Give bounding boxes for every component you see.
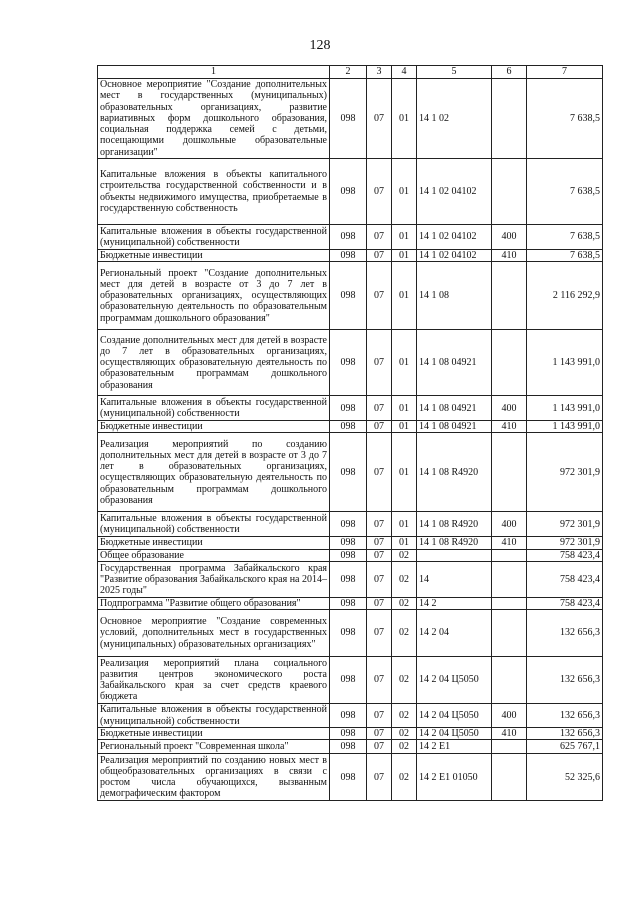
table-row: [98, 537, 603, 549]
row-amount: 7 638,5: [527, 79, 603, 159]
row-amount: 758 423,4: [527, 549, 603, 561]
row-expense-type: [492, 610, 527, 657]
column-header: 6: [492, 66, 527, 79]
row-target-article: 14 1 02: [417, 79, 492, 159]
row-target-article: 14 1 08 R4920: [417, 537, 492, 549]
row-subsection-code: 02: [392, 754, 417, 801]
row-amount: 972 301,9: [527, 433, 603, 512]
row-section-code: 07: [367, 657, 392, 704]
row-expense-type: [492, 159, 527, 225]
row-ministry-code: 098: [330, 704, 367, 728]
row-expense-type: [492, 561, 527, 597]
row-amount: 7 638,5: [527, 225, 603, 250]
row-amount: 132 656,3: [527, 610, 603, 657]
row-expense-type: [492, 597, 527, 609]
row-ministry-code: 098: [330, 262, 367, 330]
row-expense-type: 400: [492, 512, 527, 537]
row-subsection-code: 01: [392, 512, 417, 537]
row-ministry-code: 098: [330, 754, 367, 801]
row-subsection-code: 02: [392, 704, 417, 728]
table-row: [98, 610, 603, 657]
row-subsection-code: 02: [392, 657, 417, 704]
row-subsection-code: 02: [392, 561, 417, 597]
row-section-code: 07: [367, 537, 392, 549]
row-expense-type: 400: [492, 704, 527, 728]
page-number: 128: [309, 38, 331, 53]
table-row: [98, 549, 603, 561]
row-amount: 132 656,3: [527, 657, 603, 704]
row-ministry-code: 098: [330, 79, 367, 159]
row-ministry-code: 098: [330, 421, 367, 433]
row-section-code: 07: [367, 159, 392, 225]
row-description: Основное мероприятие "Создание дополнительных мест в государственных (муниципальных) образовательных организациях, развитие вариативных форм дошкольного образования, социальная поддержка семей с детьми, посещающими дошкольные образовательные организации": [98, 79, 330, 159]
row-expense-type: [492, 754, 527, 801]
row-section-code: 07: [367, 79, 392, 159]
row-target-article: 14 2 04: [417, 610, 492, 657]
row-ministry-code: 098: [330, 225, 367, 250]
row-subsection-code: 01: [392, 433, 417, 512]
row-description: Общее образование: [98, 549, 330, 561]
row-amount: 1 143 991,0: [527, 330, 603, 396]
row-amount: 972 301,9: [527, 537, 603, 549]
row-description: Капитальные вложения в объекты государственной (муниципальной) собственности: [98, 396, 330, 421]
row-amount: 758 423,4: [527, 597, 603, 609]
row-expense-type: 400: [492, 225, 527, 250]
row-ministry-code: 098: [330, 250, 367, 262]
row-section-code: 07: [367, 396, 392, 421]
row-description: Бюджетные инвестиции: [98, 250, 330, 262]
row-section-code: 07: [367, 433, 392, 512]
row-description: Создание дополнительных мест для детей в возрасте до 7 лет в образовательных организациях, осуществляющих образовательную деятельность по образовательным программам дошкольного образования: [98, 330, 330, 396]
table-row: [98, 262, 603, 330]
table-row: [98, 396, 603, 421]
row-ministry-code: 098: [330, 512, 367, 537]
table-header-row: [98, 66, 603, 79]
row-description: Бюджетные инвестиции: [98, 728, 330, 740]
column-header: 1: [98, 66, 330, 79]
table-row: [98, 512, 603, 537]
column-header: 5: [417, 66, 492, 79]
row-subsection-code: 01: [392, 421, 417, 433]
row-description: Капитальные вложения в объекты капитального строительства государственной собственности и в объекты недвижимого имущества, приобретаемые в государственную собственность: [98, 159, 330, 225]
row-amount: 7 638,5: [527, 250, 603, 262]
row-expense-type: 400: [492, 396, 527, 421]
table-row: [98, 597, 603, 609]
row-description: Реализация мероприятий по созданию дополнительных мест для детей в возрасте от 3 до 7 лет в образовательных организациях, осуществляющих образовательную деятельность по образовательным программам дошкольного образования: [98, 433, 330, 512]
row-description: Подпрограмма "Развитие общего образования": [98, 597, 330, 609]
row-description: Государственная программа Забайкальского края "Развитие образования Забайкальского края на 2014–2025 годы": [98, 561, 330, 597]
row-ministry-code: 098: [330, 728, 367, 740]
row-expense-type: [492, 657, 527, 704]
row-ministry-code: 098: [330, 657, 367, 704]
row-ministry-code: 098: [330, 549, 367, 561]
table-row: [98, 433, 603, 512]
row-target-article: 14: [417, 561, 492, 597]
row-target-article: 14 1 08: [417, 262, 492, 330]
row-description: Бюджетные инвестиции: [98, 537, 330, 549]
table-row: [98, 330, 603, 396]
row-subsection-code: 01: [392, 262, 417, 330]
row-section-code: 07: [367, 512, 392, 537]
row-ministry-code: 098: [330, 740, 367, 754]
row-target-article: 14 2 04 Ц5050: [417, 728, 492, 740]
row-expense-type: [492, 549, 527, 561]
row-target-article: 14 1 08 04921: [417, 330, 492, 396]
column-header: 3: [367, 66, 392, 79]
row-section-code: 07: [367, 225, 392, 250]
row-target-article: [417, 549, 492, 561]
row-target-article: 14 2 E1 01050: [417, 754, 492, 801]
row-ministry-code: 098: [330, 330, 367, 396]
row-section-code: 07: [367, 754, 392, 801]
row-description: Бюджетные инвестиции: [98, 421, 330, 433]
row-subsection-code: 02: [392, 728, 417, 740]
row-subsection-code: 01: [392, 79, 417, 159]
row-subsection-code: 02: [392, 610, 417, 657]
row-ministry-code: 098: [330, 610, 367, 657]
row-section-code: 07: [367, 610, 392, 657]
row-section-code: 07: [367, 704, 392, 728]
row-ministry-code: 098: [330, 537, 367, 549]
row-description: Капитальные вложения в объекты государственной (муниципальной) собственности: [98, 512, 330, 537]
table-row: [98, 728, 603, 740]
row-ministry-code: 098: [330, 561, 367, 597]
row-target-article: 14 1 02 04102: [417, 159, 492, 225]
row-amount: 52 325,6: [527, 754, 603, 801]
row-target-article: 14 1 08 04921: [417, 421, 492, 433]
row-amount: 132 656,3: [527, 728, 603, 740]
row-subsection-code: 02: [392, 549, 417, 561]
row-description: Реализация мероприятий плана социального развития центров экономического роста Забайкальского края за счет средств краевого бюджета: [98, 657, 330, 704]
row-subsection-code: 02: [392, 740, 417, 754]
row-description: Капитальные вложения в объекты государственной (муниципальной) собственности: [98, 704, 330, 728]
row-expense-type: [492, 262, 527, 330]
row-subsection-code: 01: [392, 250, 417, 262]
row-amount: 972 301,9: [527, 512, 603, 537]
row-expense-type: 410: [492, 250, 527, 262]
column-header: 2: [330, 66, 367, 79]
row-description: Капитальные вложения в объекты государственной (муниципальной) собственности: [98, 225, 330, 250]
row-amount: 2 116 292,9: [527, 262, 603, 330]
row-target-article: 14 2 04 Ц5050: [417, 657, 492, 704]
row-target-article: 14 1 08 R4920: [417, 512, 492, 537]
row-section-code: 07: [367, 549, 392, 561]
budget-table: [97, 65, 603, 801]
row-subsection-code: 01: [392, 537, 417, 549]
row-expense-type: [492, 79, 527, 159]
row-amount: 1 143 991,0: [527, 396, 603, 421]
column-header: 4: [392, 66, 417, 79]
row-expense-type: [492, 330, 527, 396]
row-target-article: 14 1 02 04102: [417, 225, 492, 250]
table-row: [98, 740, 603, 754]
budget-table-body: [98, 66, 603, 801]
row-section-code: 07: [367, 330, 392, 396]
row-expense-type: 410: [492, 421, 527, 433]
row-ministry-code: 098: [330, 159, 367, 225]
row-amount: 7 638,5: [527, 159, 603, 225]
table-row: [98, 79, 603, 159]
row-subsection-code: 01: [392, 396, 417, 421]
table-row: [98, 657, 603, 704]
row-description: Региональный проект "Создание дополнительных мест для детей в возрасте от 3 до 7 лет в образовательных организациях, осуществляющих образовательную деятельность по образовательным программам дошкольного образования": [98, 262, 330, 330]
row-expense-type: [492, 740, 527, 754]
row-amount: 625 767,1: [527, 740, 603, 754]
row-ministry-code: 098: [330, 396, 367, 421]
row-target-article: 14 1 08 R4920: [417, 433, 492, 512]
row-subsection-code: 01: [392, 159, 417, 225]
row-expense-type: [492, 433, 527, 512]
table-row: [98, 421, 603, 433]
row-amount: 758 423,4: [527, 561, 603, 597]
row-subsection-code: 02: [392, 597, 417, 609]
table-row: [98, 704, 603, 728]
table-row: [98, 561, 603, 597]
row-amount: 132 656,3: [527, 704, 603, 728]
row-ministry-code: 098: [330, 433, 367, 512]
row-section-code: 07: [367, 740, 392, 754]
row-description: Основное мероприятие "Создание современных условий, дополнительных мест в государственных (муниципальных) образовательных организациях": [98, 610, 330, 657]
row-target-article: 14 2 04 Ц5050: [417, 704, 492, 728]
row-target-article: 14 1 02 04102: [417, 250, 492, 262]
row-section-code: 07: [367, 561, 392, 597]
row-target-article: 14 2: [417, 597, 492, 609]
row-section-code: 07: [367, 262, 392, 330]
row-section-code: 07: [367, 250, 392, 262]
row-section-code: 07: [367, 597, 392, 609]
row-ministry-code: 098: [330, 597, 367, 609]
row-subsection-code: 01: [392, 225, 417, 250]
table-row: [98, 225, 603, 250]
row-section-code: 07: [367, 728, 392, 740]
table-row: [98, 250, 603, 262]
row-description: Реализация мероприятий по созданию новых мест в общеобразовательных организациях в связи с ростом числа обучающихся, вызванным демографическим фактором: [98, 754, 330, 801]
row-target-article: 14 1 08 04921: [417, 396, 492, 421]
column-header: 7: [527, 66, 603, 79]
row-expense-type: 410: [492, 537, 527, 549]
row-description: Региональный проект "Современная школа": [98, 740, 330, 754]
row-expense-type: 410: [492, 728, 527, 740]
row-subsection-code: 01: [392, 330, 417, 396]
row-amount: 1 143 991,0: [527, 421, 603, 433]
table-row: [98, 754, 603, 801]
row-section-code: 07: [367, 421, 392, 433]
row-target-article: 14 2 E1: [417, 740, 492, 754]
table-row: [98, 159, 603, 225]
